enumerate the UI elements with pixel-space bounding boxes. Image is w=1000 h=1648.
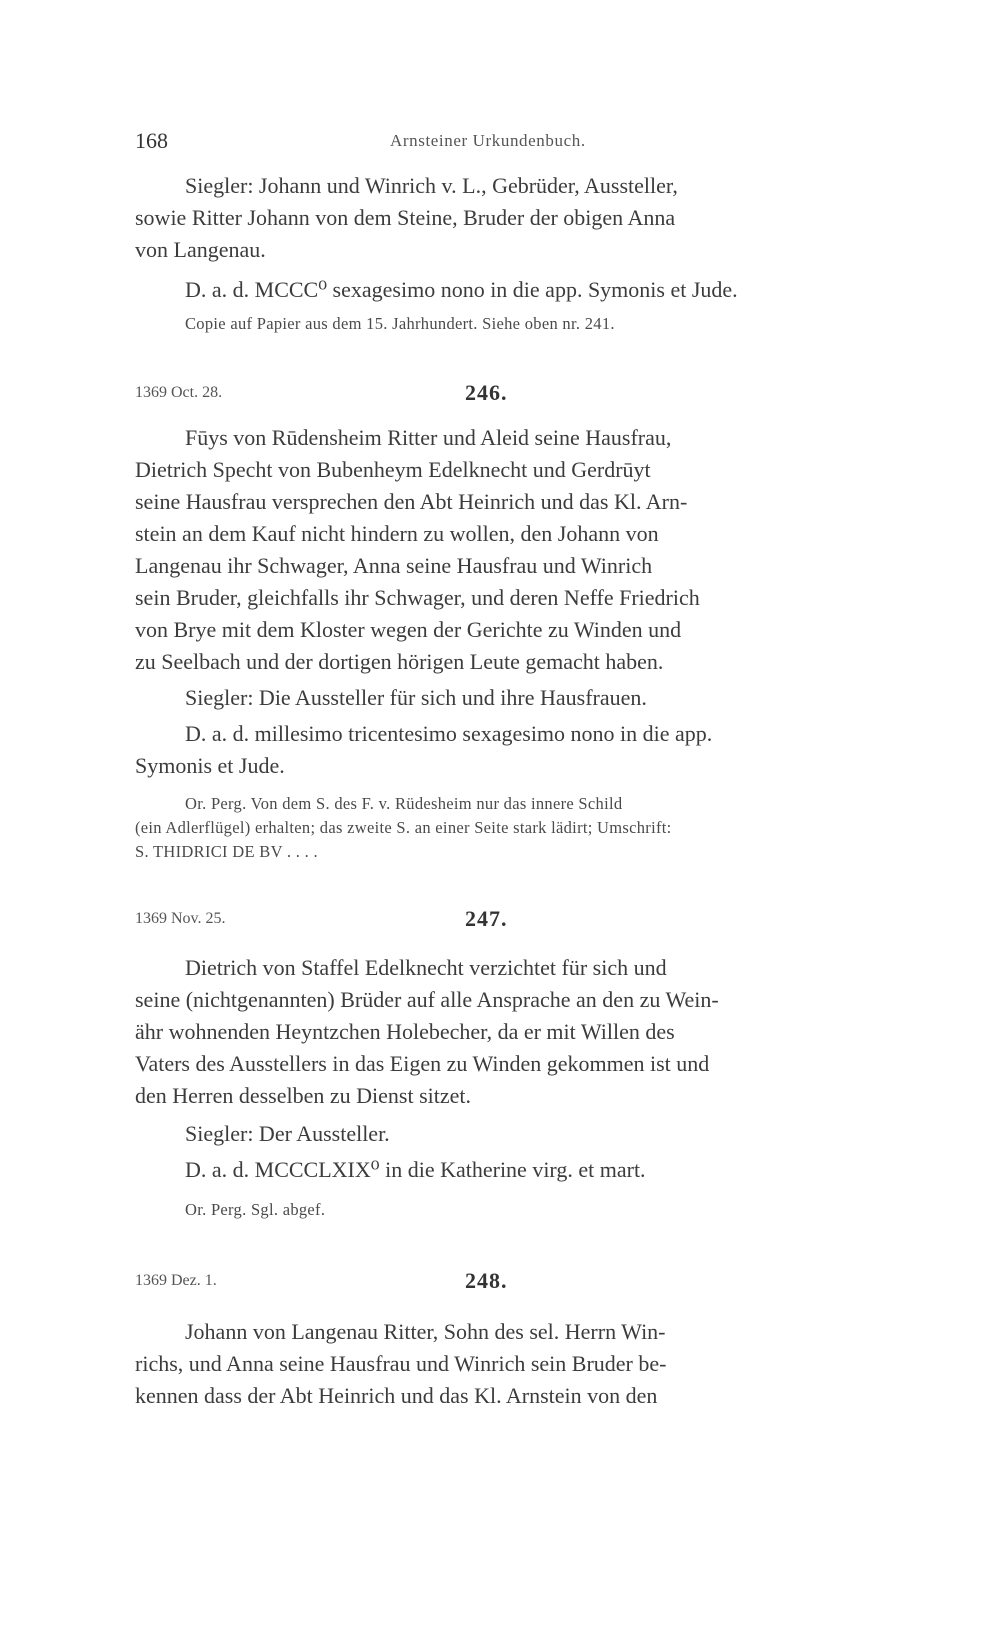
prev-siegler-line-2: sowie Ritter Johann von dem Steine, Bruder der obigen Anna	[135, 205, 676, 230]
doc-248-text-line: richs, und Anna seine Hausfrau und Winrich sein Bruder be-	[135, 1351, 667, 1376]
doc-246-text-line: Dietrich Specht von Bubenheym Edelknecht und Gerdrūyt	[135, 457, 651, 482]
doc-247-text-line: Dietrich von Staffel Edelknecht verzichtet für sich und	[185, 955, 667, 980]
doc-247-note: Or. Perg. Sgl. abgef.	[185, 1200, 326, 1219]
doc-246-note-line: Or. Perg. Von dem S. des F. v. Rüdesheim nur das innere Schild	[185, 794, 623, 813]
doc-248-date: 1369 Dez. 1.	[135, 1272, 217, 1289]
doc-246-number: 246.	[465, 380, 508, 405]
prev-siegler-line-1: Siegler: Johann und Winrich v. L., Gebrüder, Aussteller,	[185, 173, 678, 198]
doc-246-text-line: stein an dem Kauf nicht hindern zu wollen, den Johann von	[135, 521, 659, 546]
running-title: Arnsteiner Urkundenbuch.	[390, 131, 586, 150]
doc-246-datum-line: Symonis et Jude.	[135, 753, 285, 778]
doc-246-text-line: Fūys von Rūdensheim Ritter und Aleid seine Hausfrau,	[185, 425, 672, 450]
doc-246-text-line: sein Bruder, gleichfalls ihr Schwager, und deren Neffe Friedrich	[135, 585, 700, 610]
doc-246-date: 1369 Oct. 28.	[135, 384, 223, 401]
doc-247-number: 247.	[465, 906, 508, 931]
page-header	[135, 128, 895, 158]
doc-247-text-line: den Herren desselben zu Dienst sitzet.	[135, 1083, 471, 1108]
prev-siegler-line-3: von Langenau.	[135, 237, 266, 262]
doc-247-datum: D. a. d. MCCCLXIX⁰ in die Katherine virg. et mart.	[185, 1157, 646, 1182]
doc-248-text-line: Johann von Langenau Ritter, Sohn des sel. Herrn Win-	[185, 1319, 666, 1344]
doc-247-date: 1369 Nov. 25.	[135, 910, 226, 927]
doc-248-text-line: kennen dass der Abt Heinrich und das Kl. Arnstein von den	[135, 1383, 658, 1408]
doc-247-siegler: Siegler: Der Aussteller.	[185, 1121, 390, 1146]
doc-246-siegler: Siegler: Die Aussteller für sich und ihre Hausfrauen.	[185, 685, 647, 710]
doc-247-text-line: Vaters des Ausstellers in das Eigen zu Winden gekommen ist und	[135, 1051, 710, 1076]
doc-246-text-line: zu Seelbach und der dortigen hörigen Leute gemacht haben.	[135, 649, 664, 674]
doc-246-note-line: (ein Adlerflügel) erhalten; das zweite S. an einer Seite stark lädirt; Umschrift:	[135, 818, 672, 837]
page-number: 168	[135, 128, 168, 153]
doc-246-text-line: Langenau ihr Schwager, Anna seine Hausfrau und Winrich	[135, 553, 653, 578]
doc-247-text-line: ähr wohnenden Heyntzchen Holebecher, da er mit Willen des	[135, 1019, 675, 1044]
prev-note: Copie auf Papier aus dem 15. Jahrhundert. Siehe oben nr. 241.	[185, 314, 615, 333]
doc-248-number: 248.	[465, 1268, 508, 1293]
doc-247-text-line: seine (nichtgenannten) Brüder auf alle Ansprache an den zu Wein-	[135, 987, 719, 1012]
doc-246-datum-line: D. a. d. millesimo tricentesimo sexagesimo nono in die app.	[185, 721, 713, 746]
doc-246-text-line: von Brye mit dem Kloster wegen der Gerichte zu Winden und	[135, 617, 682, 642]
prev-datum-line: D. a. d. MCCC⁰ sexagesimo nono in die app. Symonis et Jude.	[185, 277, 738, 302]
doc-246-note-line: S. THIDRICI DE BV . . . .	[135, 842, 318, 861]
doc-246-text-line: seine Hausfrau versprechen den Abt Heinrich und das Kl. Arn-	[135, 489, 688, 514]
